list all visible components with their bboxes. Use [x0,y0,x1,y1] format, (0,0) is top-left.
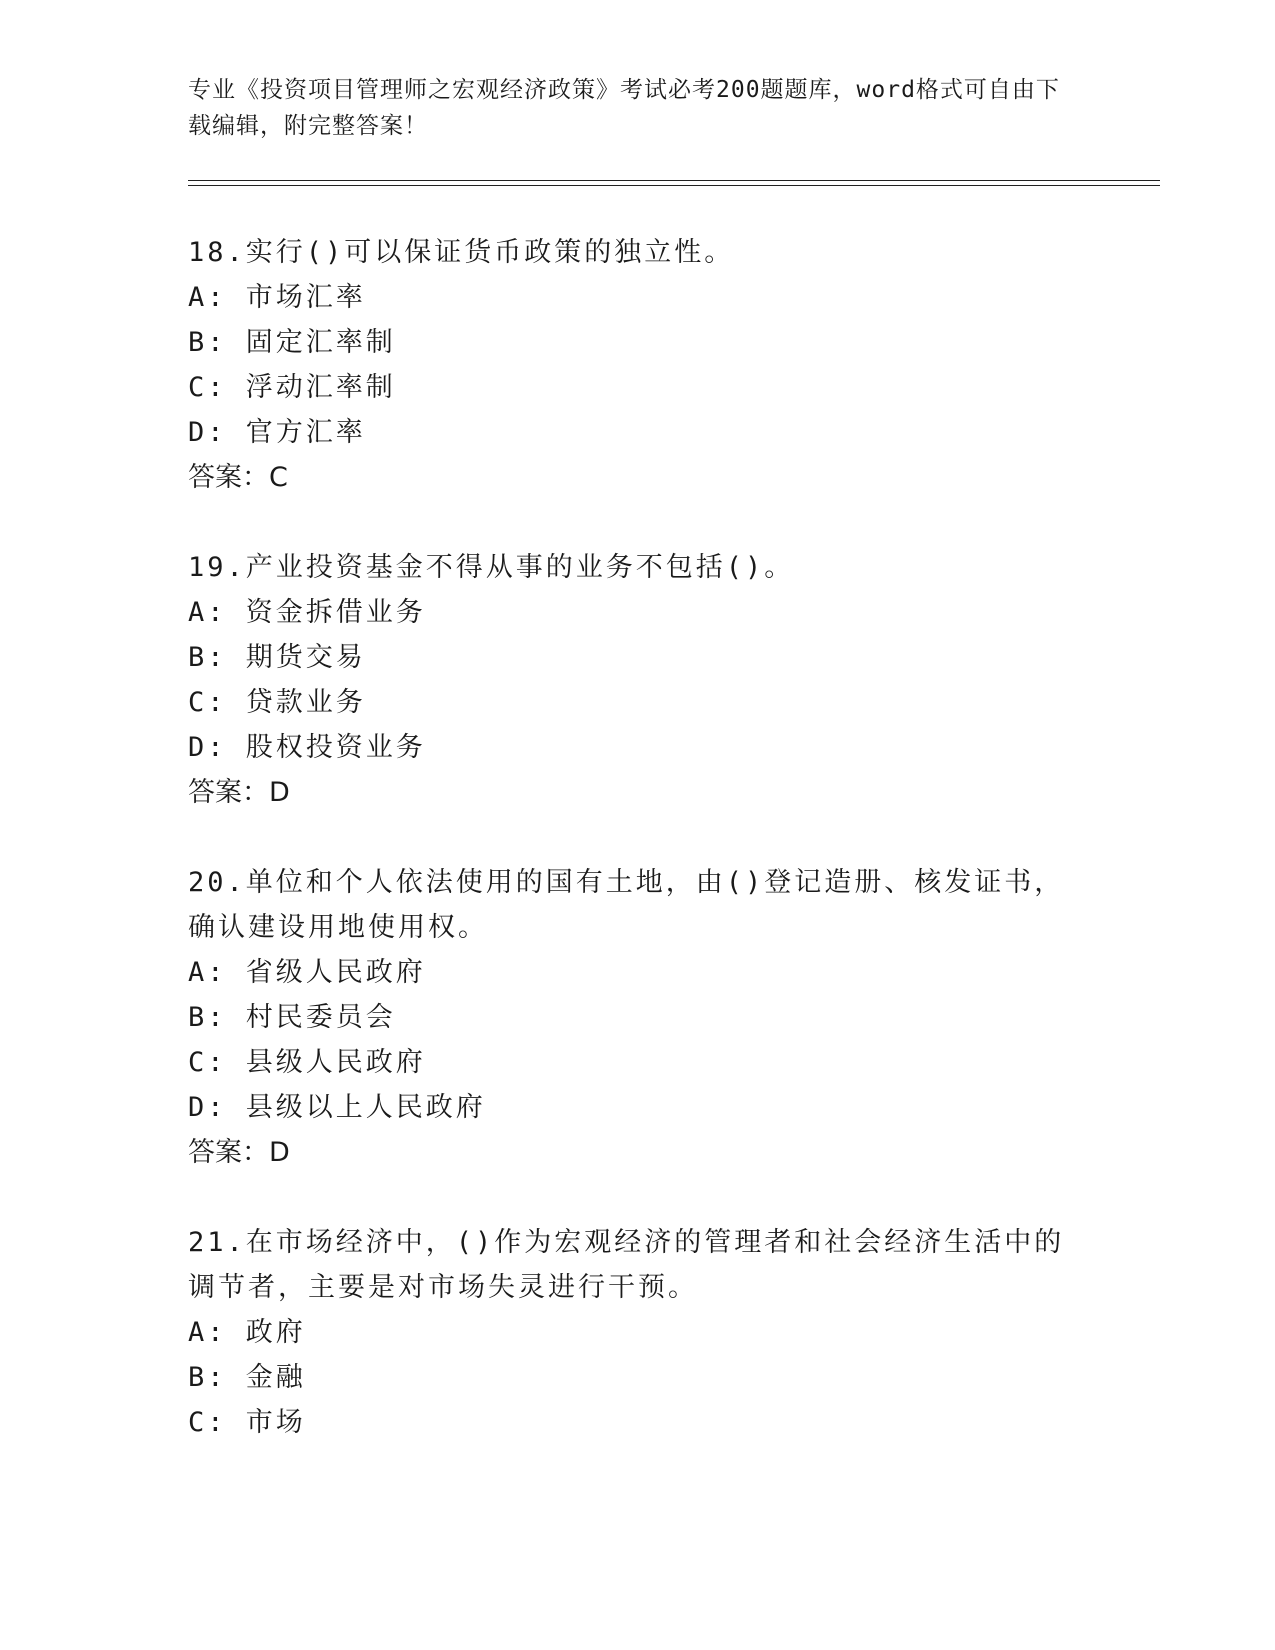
option-b: B: 村民委员会 [188,1002,396,1033]
option-b: B: 固定汇率制 [188,327,396,358]
option-c: C: 市场 [188,1407,306,1438]
question-19 [188,545,1088,815]
option-a: A: 政府 [188,1317,306,1348]
header-divider [188,180,1160,186]
option-d: D: 官方汇率 [188,417,366,448]
option-c: C: 贷款业务 [188,687,366,718]
question-text: 20.单位和个人依法使用的国有土地，由()登记造册、核发证书，确认建设用地使用权。 [188,867,1065,943]
option-a: A: 市场汇率 [188,282,366,313]
option-a: A: 资金拆借业务 [188,597,426,628]
question-18 [188,230,1088,500]
option-d: D: 县级以上人民政府 [188,1092,486,1123]
option-c: C: 浮动汇率制 [188,372,396,403]
answer-line: 答案：D [188,777,290,808]
question-list [188,230,1088,1490]
option-d: D: 股权投资业务 [188,732,426,763]
option-a: A: 省级人民政府 [188,957,426,988]
option-b: B: 期货交易 [188,642,366,673]
question-20 [188,860,1088,1175]
question-text: 19.产业投资基金不得从事的业务不包括()。 [188,552,795,583]
answer-line: 答案：D [188,1137,290,1168]
option-c: C: 县级人民政府 [188,1047,426,1078]
question-text: 21.在市场经济中，()作为宏观经济的管理者和社会经济生活中的调节者，主要是对市场失灵进行干预。 [188,1227,1065,1303]
question-text: 18.实行()可以保证货币政策的独立性。 [188,237,735,268]
document-intro: 专业《投资项目管理师之宏观经济政策》考试必考200题题库，word格式可自由下载编辑，附完整答案！ [188,77,1060,139]
option-b: B: 金融 [188,1362,306,1393]
question-21 [188,1220,1088,1445]
answer-line: 答案：C [188,462,288,493]
